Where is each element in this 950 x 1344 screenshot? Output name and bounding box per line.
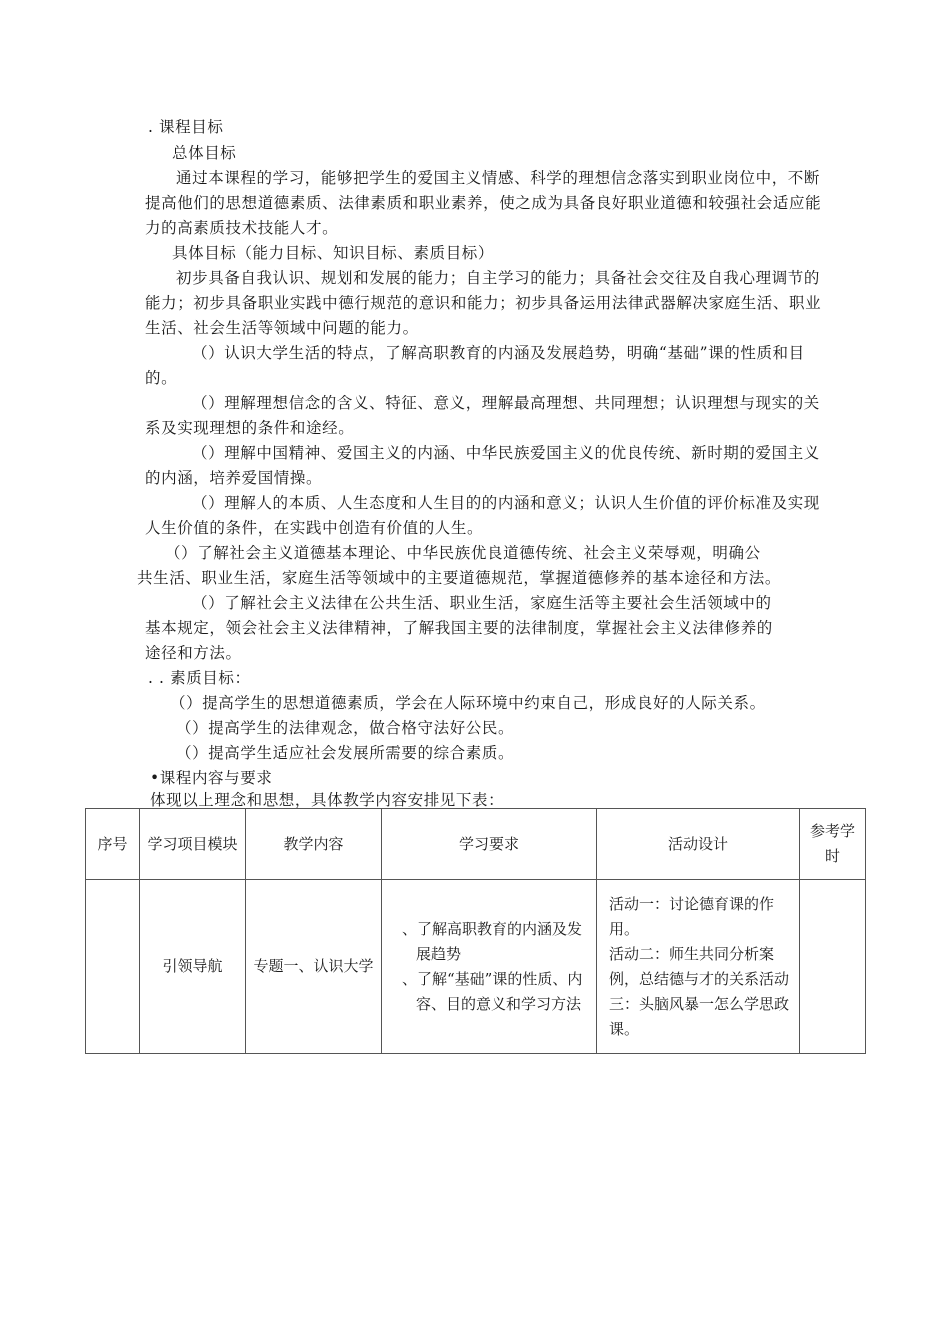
header-cell: 学习要求 — [382, 809, 597, 880]
header-cell: 活动设计 — [597, 809, 800, 880]
header-cell: 序号 — [86, 809, 140, 880]
table-row — [86, 880, 866, 1054]
activity-item: 活动二：师生共同分析案例，总结德与才的关系活动三：头脑风暴一怎么学思政课。 — [609, 944, 790, 1038]
list-item: （）提高学生适应社会发展所需要的综合素质。 — [176, 744, 515, 762]
cell-hours — [800, 880, 866, 1054]
course-table — [85, 808, 866, 1054]
cell-requirements — [382, 880, 597, 1054]
heading-course-goals: . 课程目标 — [148, 118, 224, 136]
list-item-continued: 系及实现理想的条件和途经。 — [145, 419, 355, 437]
list-item-continued: 的内涵，培养爱国情操。 — [145, 469, 323, 487]
header-cell: 参考学时 — [800, 809, 866, 880]
list-item-continued: 基本规定，领会社会主义法律精神，了解我国主要的法律制度，掌握社会主义法律修养的 — [145, 619, 773, 637]
cell-activities — [597, 880, 800, 1054]
list-item-continued: 共生活、职业生活，家庭生活等领域中的主要道德规范，掌握道德修养的基本途径和方法。 — [137, 569, 782, 587]
cell-module: 引领导航 — [140, 880, 246, 1054]
paragraph-line: 初步具备自我认识、规划和发展的能力；自主学习的能力；具备社会交往及自我心理调节的 — [176, 269, 821, 287]
list-item-continued: 人生价值的条件，在实践中创造有价值的人生。 — [145, 519, 484, 537]
paragraph-line: 能力；初步具备职业实践中德行规范的意识和能力；初步具备运用法律武器解决家庭生活、职业 — [145, 294, 822, 312]
activity-item: 活动一：讨论德育课的作用。 — [609, 894, 775, 938]
list-item: （）了解社会主义道德基本理论、中华民族优良道德传统、社会主义荣辱观，明确公 — [165, 544, 761, 562]
table-intro: 体现以上理念和思想，具体教学内容安排见下表： — [150, 791, 505, 809]
list-item-continued: 途径和方法。 — [145, 644, 242, 662]
cell-number — [86, 880, 140, 1054]
list-item: （）理解人的本质、人生态度和人生目的的内涵和意义；认识人生价值的评价标准及实现 — [192, 494, 820, 512]
paragraph-line: 提高他们的思想道德素质、法律素质和职业素养，使之成为具备良好职业道德和较强社会适应能 — [145, 194, 822, 212]
header-cell: 学习项目模块 — [140, 809, 246, 880]
list-item: （）理解理想信念的含义、特征、意义，理解最高理想、共同理想；认识理想与现实的关 — [192, 394, 820, 412]
list-item: （）了解社会主义法律在公共生活、职业生活，家庭生活等主要社会生活领域中的 — [192, 594, 772, 612]
heading-overall-goal: 总体目标 — [172, 144, 237, 162]
list-item: （）提高学生的法律观念，做合格守法好公民。 — [176, 719, 515, 737]
header-cell: 教学内容 — [246, 809, 382, 880]
list-item: （）认识大学生活的特点，了解高职教育的内涵及发展趋势，明确“基础”课的性质和目 — [192, 344, 805, 362]
table-header-row — [86, 809, 866, 880]
list-item-continued: 的。 — [145, 369, 178, 387]
requirement-item: 、了解“基础”课的性质、内容、目的意义和学习方法 — [402, 969, 583, 1013]
list-item: （）提高学生的思想道德素质，学会在人际环境中约束自己，形成良好的人际关系。 — [170, 694, 766, 712]
paragraph-line: 力的高素质技术技能人才。 — [145, 219, 339, 237]
requirement-item: 、了解高职教育的内涵及发展趋势 — [402, 919, 583, 963]
paragraph-line: 通过本课程的学习，能够把学生的爱国主义情感、科学的理想信念落实到职业岗位中，不断 — [176, 169, 821, 187]
heading-quality-goals: . . 素质目标： — [148, 669, 251, 687]
heading-course-content: •课程内容与要求 — [150, 769, 273, 787]
heading-specific-goals: 具体目标（能力目标、知识目标、素质目标） — [172, 244, 495, 262]
list-item: （）理解中国精神、爱国主义的内涵、中华民族爱国主义的优良传统、新时期的爱国主义 — [192, 444, 820, 462]
cell-content: 专题一、认识大学 — [246, 880, 382, 1054]
paragraph-line: 生活、社会生活等领域中问题的能力。 — [145, 319, 419, 337]
